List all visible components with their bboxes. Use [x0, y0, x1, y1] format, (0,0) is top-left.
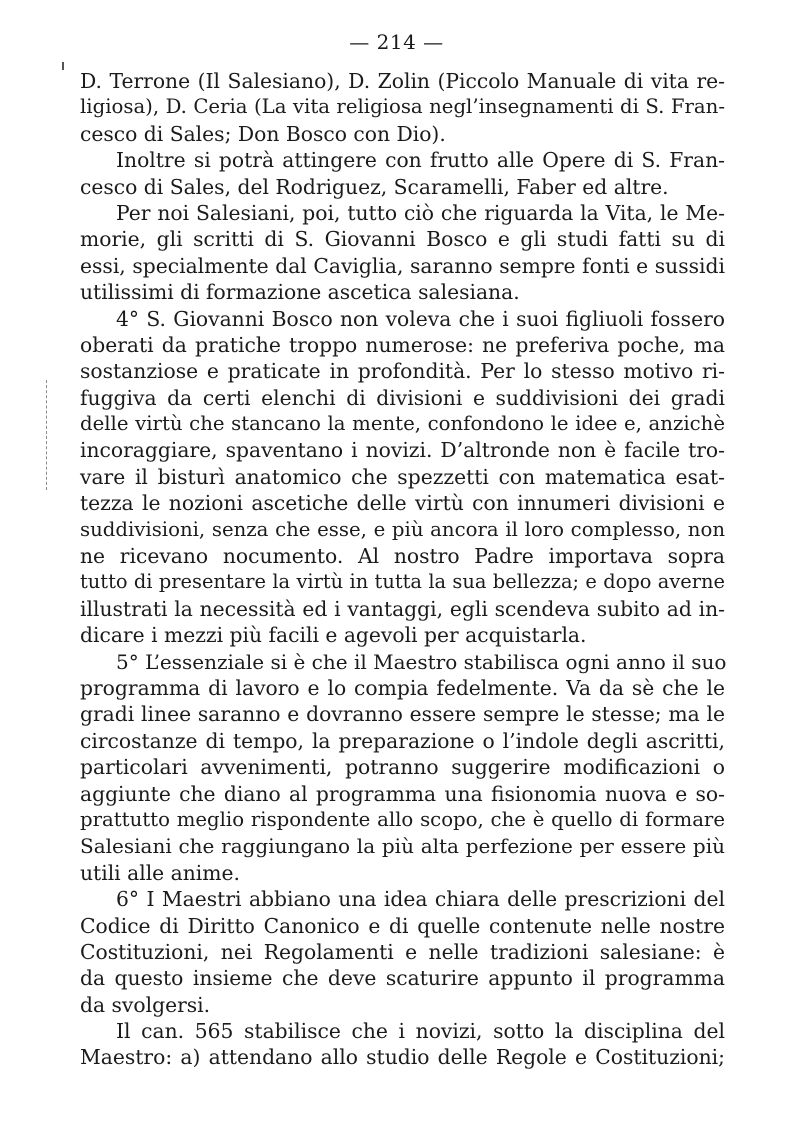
text-line: vare il bisturì anatomico che spezzetti con matematica esat-	[80, 464, 725, 489]
text-line: 6° I Maestri abbiano una idea chiara delle prescrizioni del	[116, 887, 725, 912]
text-line: D. Terrone (Il Salesiano), D. Zolin (Piccolo Manuale di vita re-	[80, 69, 725, 93]
text-line: incoraggiare, spaventano i novizi. D’altronde non è facile tro-	[80, 438, 725, 463]
text-line: tezza le nozioni ascetiche delle virtù con innumeri divisioni e	[80, 491, 725, 516]
text-line: essi, specialmente dal Caviglia, saranno sempre fonti e sussidi	[80, 253, 725, 278]
text-line: 5° L’essenziale si è che il Maestro stabilisca ogni anno il suo	[116, 649, 727, 674]
text-line: Salesiani che raggiungano la più alta perfezione per essere più	[80, 834, 725, 859]
text-line: circostanze di tempo, la preparazione o l’indole degli ascritti,	[80, 728, 725, 753]
text-line: aggiunte che diano al programma una fisionomia nuova e so-	[80, 781, 725, 806]
text-line: ne ricevano nocumento. Al nostro Padre importava sopra	[80, 544, 725, 569]
text-line: Inoltre si potrà attingere con frutto alle Opere di S. Fran-	[116, 148, 725, 173]
text-line: utilissimi di formazione ascetica salesiana.	[80, 280, 520, 305]
text-line: prattutto meglio rispondente allo scopo, che è quello di formare	[80, 807, 725, 831]
text-line: cesco di Sales; Don Bosco con Dio).	[80, 121, 446, 146]
text-line: particolari avvenimenti, potranno suggerire modificazioni o	[80, 755, 725, 780]
page-number: — 214 —	[349, 30, 444, 54]
text-line: sostanziose e praticate in profondità. Per lo stesso motivo ri-	[80, 359, 725, 384]
margin-dashed-rule	[46, 380, 61, 490]
text-line: oberati da pratiche troppo numerose: ne preferiva poche, ma	[80, 332, 725, 357]
text-line: programma di lavoro e lo compia fedelmente. Va da sè che le	[80, 675, 725, 700]
text-line: da questo insieme che deve scaturire appunto il programma	[80, 966, 725, 991]
text-line: dicare i mezzi più facili e agevoli per acquistarla.	[80, 623, 587, 648]
margin-mark	[62, 62, 64, 70]
text-line: Costituzioni, nei Regolamenti e nelle tradizioni salesiane: è	[80, 939, 725, 964]
text-line: Codice di Diritto Canonico e di quelle contenute nelle nostre	[80, 913, 725, 938]
text-line: Maestro: a) attendano allo studio delle Regole e Costituzioni;	[80, 1045, 725, 1070]
text-line: utili alle anime.	[80, 860, 240, 885]
text-line: Per noi Salesiani, poi, tutto ciò che riguarda la Vita, le Me-	[116, 200, 725, 225]
text-line: 4° S. Giovanni Bosco non voleva che i suoi figliuoli fossero	[116, 306, 725, 331]
text-line: illustrati la necessità ed i vantaggi, egli scendeva subito ad in-	[80, 596, 725, 621]
text-line: cesco di Sales, del Rodriguez, Scaramelli, Faber ed altre.	[80, 174, 669, 199]
body-text	[80, 68, 725, 1071]
text-line: ligiosa), D. Ceria (La vita religiosa negl’insegnamenti di S. Fran-	[80, 95, 725, 119]
text-line: suddivisioni, senza che esse, e più ancora il loro complesso, non	[80, 517, 725, 541]
text-line: delle virtù che stancano la mente, confondono le idee e, anzichè	[80, 412, 725, 436]
text-line: Il can. 565 stabilisce che i novizi, sotto la disciplina del	[116, 1019, 725, 1044]
text-line: gradi linee saranno e dovranno essere sempre le stesse; ma le	[80, 702, 725, 727]
text-line: morie, gli scritti di S. Giovanni Bosco e gli studi fatti su di	[80, 227, 725, 252]
text-line: da svolgersi.	[80, 992, 211, 1017]
text-line: tutto di presentare la virtù in tutta la sua bellezza; e dopo averne	[80, 570, 725, 594]
text-line: fuggiva da certi elenchi di divisioni e suddivisioni dei gradi	[80, 385, 725, 410]
